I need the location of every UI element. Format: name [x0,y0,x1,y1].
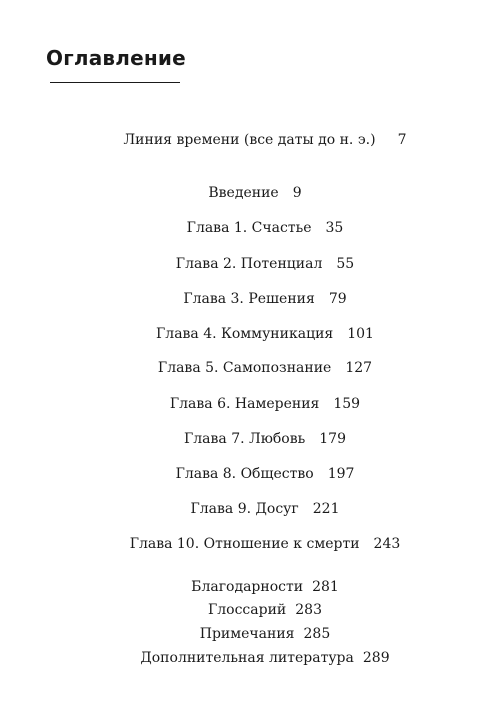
toc-entry-page: 9 [292,185,302,201]
toc-entry-page: 281 [312,579,339,595]
toc-entry-label: Глава 6. Намерения [169,396,320,412]
toc-entry-page: 283 [295,602,322,618]
toc-entry-page: 35 [325,220,344,236]
toc-entry-notes[interactable] [0,625,490,643]
toc-entry-acknowledgements[interactable] [0,578,490,596]
toc-entry-label: Примечания [199,626,295,642]
toc-entry-page: 101 [347,326,374,342]
toc-entry-label: Глава 10. Отношение к смерти [129,536,360,552]
toc-entry-chapter-5[interactable] [0,359,490,377]
toc-entry-label: Глава 8. Общество [175,466,314,482]
toc-entry-label: Глава 9. Досуг [190,501,299,517]
toc-entry-chapter-8[interactable] [0,465,490,483]
page-title: Оглавление [46,46,186,70]
toc-entry-chapter-4[interactable] [0,325,490,343]
toc-entry-chapter-9[interactable] [0,500,490,518]
toc-entry-chapter-10[interactable] [0,535,490,553]
toc-entry-page: 285 [303,626,331,642]
toc-entry-page: 197 [327,466,355,482]
toc-entry-label: Глава 3. Решения [183,291,315,307]
toc-entry-chapter-2[interactable] [0,255,490,273]
toc-entry-label: Глава 2. Потенциал [175,256,323,272]
toc-entry-label: Глоссарий [208,602,287,618]
toc-entry-page: 221 [312,501,340,517]
toc-entry-label: Линия времени (все даты до н. э.) [123,132,376,148]
toc-entry-label: Глава 1. Счастье [186,220,312,236]
toc-entry-page: 159 [333,396,361,412]
title-underline [50,82,180,83]
toc-entry-label: Благодарности [191,579,304,595]
toc-entry-page: 179 [319,431,346,447]
toc-entry-page: 55 [336,256,355,272]
toc-entry-chapter-3[interactable] [0,290,490,308]
toc-entry-page: 79 [328,291,347,307]
toc-entry-page: 243 [373,536,401,552]
toc-entry-introduction[interactable] [0,184,490,202]
toc-entry-page: 127 [345,360,373,376]
toc-entry-label: Глава 7. Любовь [184,431,306,447]
toc-entry-page: 289 [362,650,390,666]
toc-entry-label: Введение [208,185,279,201]
toc-entry-label: Дополнительная литература [140,650,354,666]
toc-entry-chapter-1[interactable] [0,219,490,237]
toc-entry-label: Глава 4. Коммуникация [156,326,334,342]
toc-entry-page: 7 [397,132,407,148]
toc-entry-label: Глава 5. Самопознание [157,360,332,376]
toc-entry-further-reading[interactable] [0,649,490,667]
toc-entry-chapter-6[interactable] [0,395,490,413]
toc-entry-timeline[interactable] [0,131,490,149]
toc-entry-chapter-7[interactable] [0,430,490,448]
toc-entry-glossary[interactable] [0,601,490,619]
